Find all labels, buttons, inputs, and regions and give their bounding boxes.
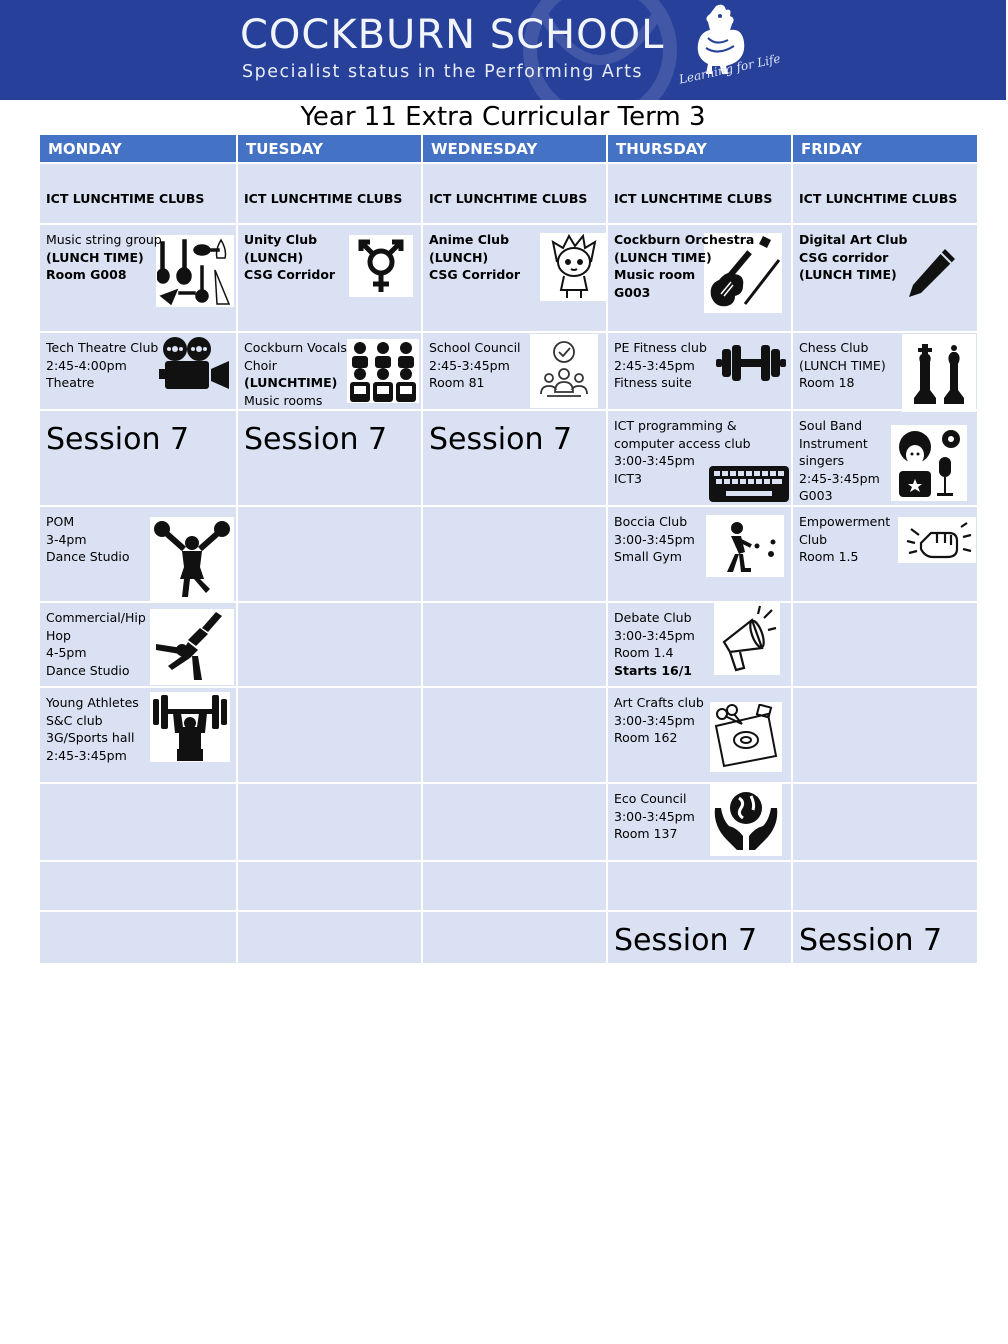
- cell-athletes: [39, 687, 237, 783]
- school-name: COCKBURN SCHOOL: [240, 12, 665, 58]
- cell-ict-monday: [39, 163, 237, 224]
- club-name: Chess Club: [799, 340, 869, 355]
- cell-empty-mon-r10: [39, 911, 237, 964]
- club-room: Room 81: [429, 375, 485, 390]
- club-name: POM: [46, 514, 75, 529]
- page-title: Year 11 Extra Curricular Term 3: [300, 102, 706, 132]
- club-details: [799, 513, 971, 566]
- cell-pom: [39, 506, 237, 602]
- club-time: (LUNCH TIME): [614, 249, 712, 265]
- cell-empty-fri-r8: [792, 783, 978, 861]
- club-room: Music room: [614, 267, 696, 282]
- cell-ict-programming: [607, 410, 792, 506]
- day-header-thursday: THURSDAY: [607, 135, 792, 163]
- cell-music-string: [39, 224, 237, 332]
- day-header-friday: FRIDAY: [792, 135, 978, 163]
- club-details: [614, 790, 785, 843]
- club-name-line3: singers: [799, 453, 845, 468]
- cell-session-monday: [39, 410, 237, 506]
- club-room: Room 1.4: [614, 645, 674, 660]
- cell-empty-thu-r9: [607, 861, 792, 911]
- club-room: CSG Corridor: [429, 267, 521, 282]
- day-header-tuesday: TUESDAY: [237, 135, 422, 163]
- cell-empty-fri-r7: [792, 687, 978, 783]
- cell-empty-fri-r9: [792, 861, 978, 911]
- cell-empty-tue-r5: [237, 506, 422, 602]
- club-details: [799, 417, 971, 505]
- club-details: [46, 231, 230, 284]
- club-room: Room 137: [614, 826, 678, 841]
- club-room: Room 1.5: [799, 549, 859, 564]
- club-details: [46, 339, 230, 392]
- cell-empty-wed-r10: [422, 911, 607, 964]
- club-name-line2: computer access club: [614, 435, 751, 451]
- club-room-code: G003: [614, 284, 651, 300]
- cell-vocals: [237, 332, 422, 410]
- club-name: Young Athletes: [46, 695, 139, 710]
- club-room: 3G/Sports hall: [46, 730, 135, 745]
- cell-soul-band: [792, 410, 978, 506]
- timetable: [38, 135, 979, 965]
- club-time: 2:45-3:45pm: [429, 357, 510, 373]
- club-name: Tech Theatre Club: [46, 340, 159, 355]
- club-name: Music string group: [46, 232, 162, 247]
- club-details: [46, 513, 230, 566]
- club-name: Cockburn Orchestra: [614, 232, 755, 247]
- ict-label: ICT LUNCHTIME CLUBS: [46, 191, 205, 206]
- club-details: [614, 609, 785, 679]
- cell-empty-mon-r8: [39, 783, 237, 861]
- club-name: Eco Council: [614, 791, 687, 806]
- club-room: ICT3: [614, 470, 643, 486]
- club-time: (LUNCH TIME): [46, 249, 144, 265]
- club-details: [46, 609, 230, 679]
- club-room: CSG corridor: [799, 249, 889, 265]
- club-time: 3:00-3:45pm: [614, 712, 695, 728]
- club-time: (LUNCHTIME): [244, 375, 338, 390]
- club-room: Room 162: [614, 730, 678, 745]
- club-room: Theatre: [46, 375, 95, 390]
- club-time: 3:00-3:45pm: [614, 627, 695, 643]
- cell-orchestra: [607, 224, 792, 332]
- cell-empty-tue-r9: [237, 861, 422, 911]
- day-header-monday: MONDAY: [39, 135, 237, 163]
- club-name: Art Crafts club: [614, 695, 704, 710]
- session-label: Session 7: [429, 422, 573, 457]
- cell-empty-wed-r8: [422, 783, 607, 861]
- cell-chess: [792, 332, 978, 410]
- club-room: Dance Studio: [46, 549, 130, 564]
- session-label: Session 7: [244, 422, 388, 457]
- cell-eco: [607, 783, 792, 861]
- club-time: 2:45-3:45pm: [614, 357, 695, 373]
- cell-empty-fri-r6: [792, 602, 978, 687]
- cell-session-wednesday: [422, 410, 607, 506]
- club-room: Room 18: [799, 375, 855, 390]
- club-name: Soul Band: [799, 418, 863, 433]
- cell-session-tuesday: [237, 410, 422, 506]
- club-time: 3:00-3:45pm: [614, 453, 695, 468]
- cell-anime: [422, 224, 607, 332]
- club-time: 3-4pm: [46, 531, 87, 547]
- club-time: 2:45-3:45pm: [46, 747, 127, 763]
- club-details: [614, 694, 785, 747]
- club-name: Unity Club: [244, 232, 318, 247]
- club-details: [46, 694, 230, 764]
- cell-empty-mon-r9: [39, 861, 237, 911]
- club-time: (LUNCH TIME): [799, 267, 897, 282]
- cell-digital-art: [792, 224, 978, 332]
- cell-ict-thursday: [607, 163, 792, 224]
- session-label: Session 7: [614, 923, 758, 958]
- club-time: (LUNCH): [429, 249, 489, 265]
- ict-label: ICT LUNCHTIME CLUBS: [799, 191, 958, 206]
- club-room: Music rooms: [244, 392, 323, 408]
- club-time: 4-5pm: [46, 645, 87, 660]
- cell-boccia: [607, 506, 792, 602]
- club-start-date: Starts 16/1: [614, 662, 693, 678]
- club-time: (LUNCH TIME): [799, 357, 886, 373]
- cell-tech-theatre: [39, 332, 237, 410]
- cell-empty-tue-r6: [237, 602, 422, 687]
- cell-empty-wed-r9: [422, 861, 607, 911]
- club-details: [429, 339, 600, 392]
- club-name: PE Fitness club: [614, 340, 707, 355]
- club-details: [614, 339, 785, 392]
- club-name-line2: Club: [799, 531, 828, 547]
- club-room: Small Gym: [614, 549, 682, 564]
- cell-ict-wednesday: [422, 163, 607, 224]
- cell-pe-fitness: [607, 332, 792, 410]
- cell-empty-wed-r5: [422, 506, 607, 602]
- school-banner: [0, 0, 1006, 100]
- cell-unity: [237, 224, 422, 332]
- ict-label: ICT LUNCHTIME CLUBS: [244, 191, 403, 206]
- cell-school-council: [422, 332, 607, 410]
- cell-empty-wed-r6: [422, 602, 607, 687]
- club-time: (LUNCH): [244, 249, 304, 265]
- club-name: Cockburn Vocals: [244, 340, 347, 355]
- club-room: CSG Corridor: [244, 267, 336, 282]
- club-name: Commercial/Hip: [46, 610, 146, 625]
- day-header-wednesday: WEDNESDAY: [422, 135, 607, 163]
- cell-empty-wed-r7: [422, 687, 607, 783]
- club-name: School Council: [429, 340, 521, 355]
- club-details: [799, 339, 971, 392]
- cell-session-friday: [792, 911, 978, 964]
- session-label: Session 7: [46, 422, 190, 457]
- cell-debate: [607, 602, 792, 687]
- club-details: [614, 513, 785, 566]
- ict-label: ICT LUNCHTIME CLUBS: [429, 191, 588, 206]
- club-details: [799, 231, 971, 284]
- club-name: Empowerment: [799, 514, 891, 529]
- club-details: [614, 231, 785, 301]
- cell-empty-tue-r7: [237, 687, 422, 783]
- club-time: 2:45-4:00pm: [46, 357, 127, 373]
- club-name: ICT programming &: [614, 418, 737, 433]
- cell-empowerment: [792, 506, 978, 602]
- club-details: [429, 231, 600, 284]
- club-time: 3:00-3:45pm: [614, 808, 695, 824]
- cell-empty-tue-r10: [237, 911, 422, 964]
- club-name-line2: Choir: [244, 357, 277, 373]
- cell-hiphop: [39, 602, 237, 687]
- club-name: Boccia Club: [614, 514, 688, 529]
- club-room: Dance Studio: [46, 662, 130, 678]
- school-tagline: Specialist status in the Performing Arts: [242, 62, 644, 82]
- club-room: Room G008: [46, 267, 127, 282]
- club-name: Anime Club: [429, 232, 510, 247]
- club-name: Debate Club: [614, 610, 692, 625]
- cell-empty-tue-r8: [237, 783, 422, 861]
- club-room: Fitness suite: [614, 375, 692, 390]
- cell-art-crafts: [607, 687, 792, 783]
- ict-label: ICT LUNCHTIME CLUBS: [614, 191, 773, 206]
- club-name-line2: Instrument: [799, 435, 868, 451]
- club-name-line2: S&C club: [46, 712, 103, 728]
- club-room: G003: [799, 488, 833, 503]
- club-name: Digital Art Club: [799, 232, 908, 247]
- cell-ict-tuesday: [237, 163, 422, 224]
- school-motto: Learning for Life: [677, 51, 782, 87]
- club-details: [614, 417, 785, 487]
- club-time: 3:00-3:45pm: [614, 531, 695, 547]
- club-details: [244, 339, 415, 409]
- club-time: 2:45-3:45pm: [799, 470, 880, 486]
- session-label: Session 7: [799, 923, 943, 958]
- club-name-line2: Hop: [46, 627, 71, 643]
- cell-session-thursday: [607, 911, 792, 964]
- cell-ict-friday: [792, 163, 978, 224]
- club-details: [244, 231, 415, 284]
